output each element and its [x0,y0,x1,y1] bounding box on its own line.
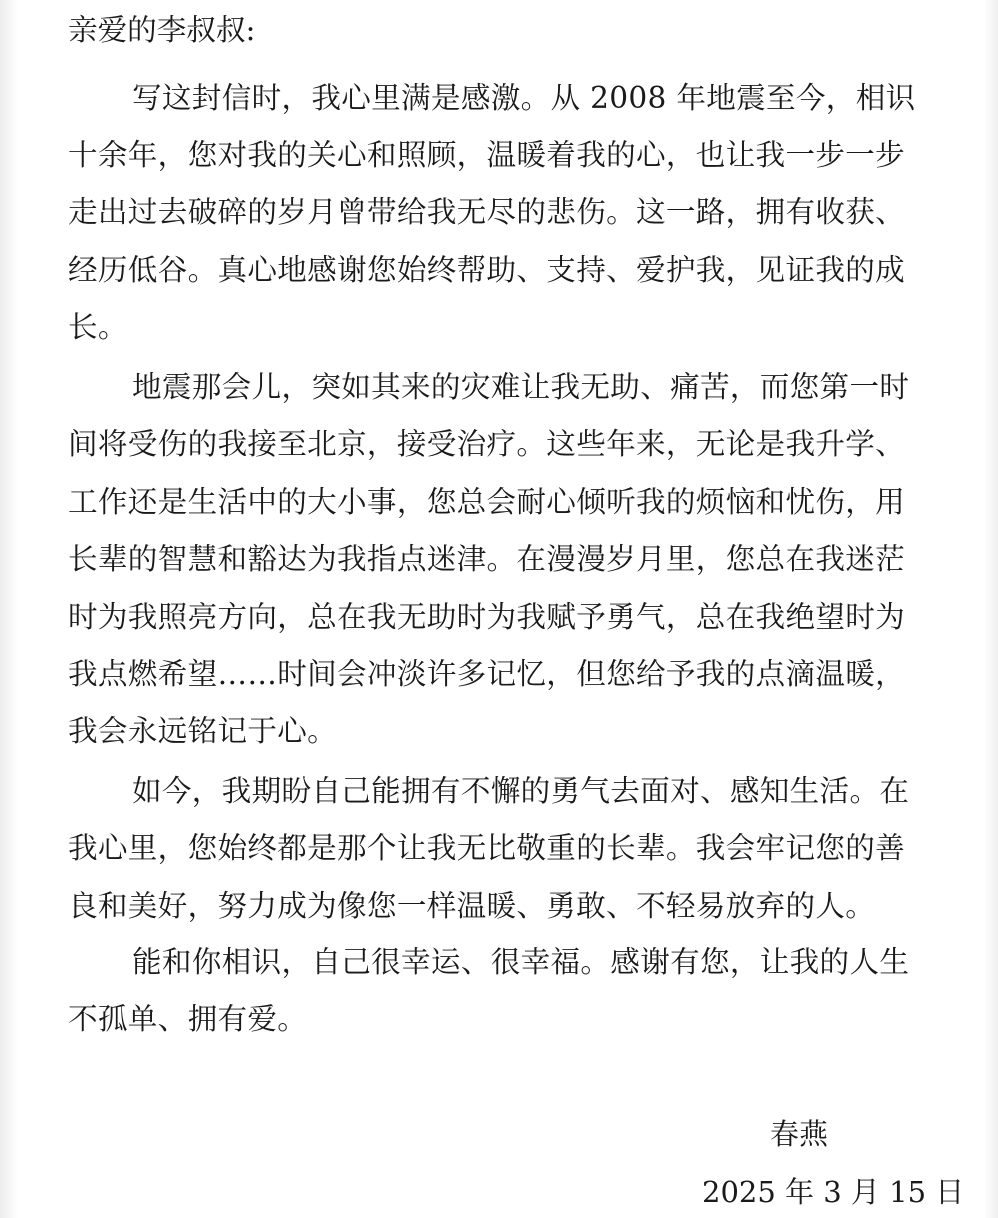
letter-line-11: 我点燃希望……时间会冲淡许多记忆，但您给予我的点滴温暖， [68,657,906,691]
letter-line-10: 时为我照亮方向，总在我无助时为我赋予勇气，总在我绝望时为 [68,600,906,634]
letter-line-12: 我会永远铭记于心。 [68,714,338,748]
letter-line-17: 不孤单、拥有爱。 [68,1002,308,1036]
letter-line-15: 良和美好，努力成为像您一样温暖、勇敢、不轻易放弃的人。 [68,889,876,923]
letter-line-1: 写这封信时，我心里满是感激。从 2008 年地震至今，相识 [132,81,916,115]
letter-line-5: 长。 [68,310,128,344]
letter-line-6: 地震那会儿，突如其来的灾难让我无助、痛苦，而您第一时 [132,370,910,404]
letter-signature: 春燕 [770,1117,829,1151]
letter-line-16: 能和你相识，自己很幸运、很幸福。感谢有您，让我的人生 [132,945,910,979]
letter-date: 2025 年 3 月 15 日 [702,1175,965,1209]
letter-line-3: 走出过去破碎的岁月曾带给我无尽的悲伤。这一路，拥有收获、 [68,195,906,229]
letter-line-4: 经历低谷。真心地感谢您始终帮助、支持、爱护我，见证我的成 [68,253,906,287]
letter-line-9: 长辈的智慧和豁达为我指点迷津。在漫漫岁月里，您总在我迷茫 [68,542,906,576]
letter-line-8: 工作还是生活中的大小事，您总会耐心倾听我的烦恼和忧伤，用 [68,485,906,519]
letter-line-13: 如今，我期盼自己能拥有不懈的勇气去面对、感知生活。在 [132,774,910,808]
letter-line-2: 十余年，您对我的关心和照顾，温暖着我的心，也让我一步一步 [68,138,906,172]
letter-line-7: 间将受伤的我接至北京，接受治疗。这些年来，无论是我升学、 [68,427,906,461]
page-edge-shadow-right [984,0,998,1218]
letter-greeting: 亲爱的李叔叔: [68,13,256,47]
page-edge-shadow-left [0,0,18,1218]
letter-line-14: 我心里，您始终都是那个让我无比敬重的长辈。我会牢记您的善 [68,831,906,865]
